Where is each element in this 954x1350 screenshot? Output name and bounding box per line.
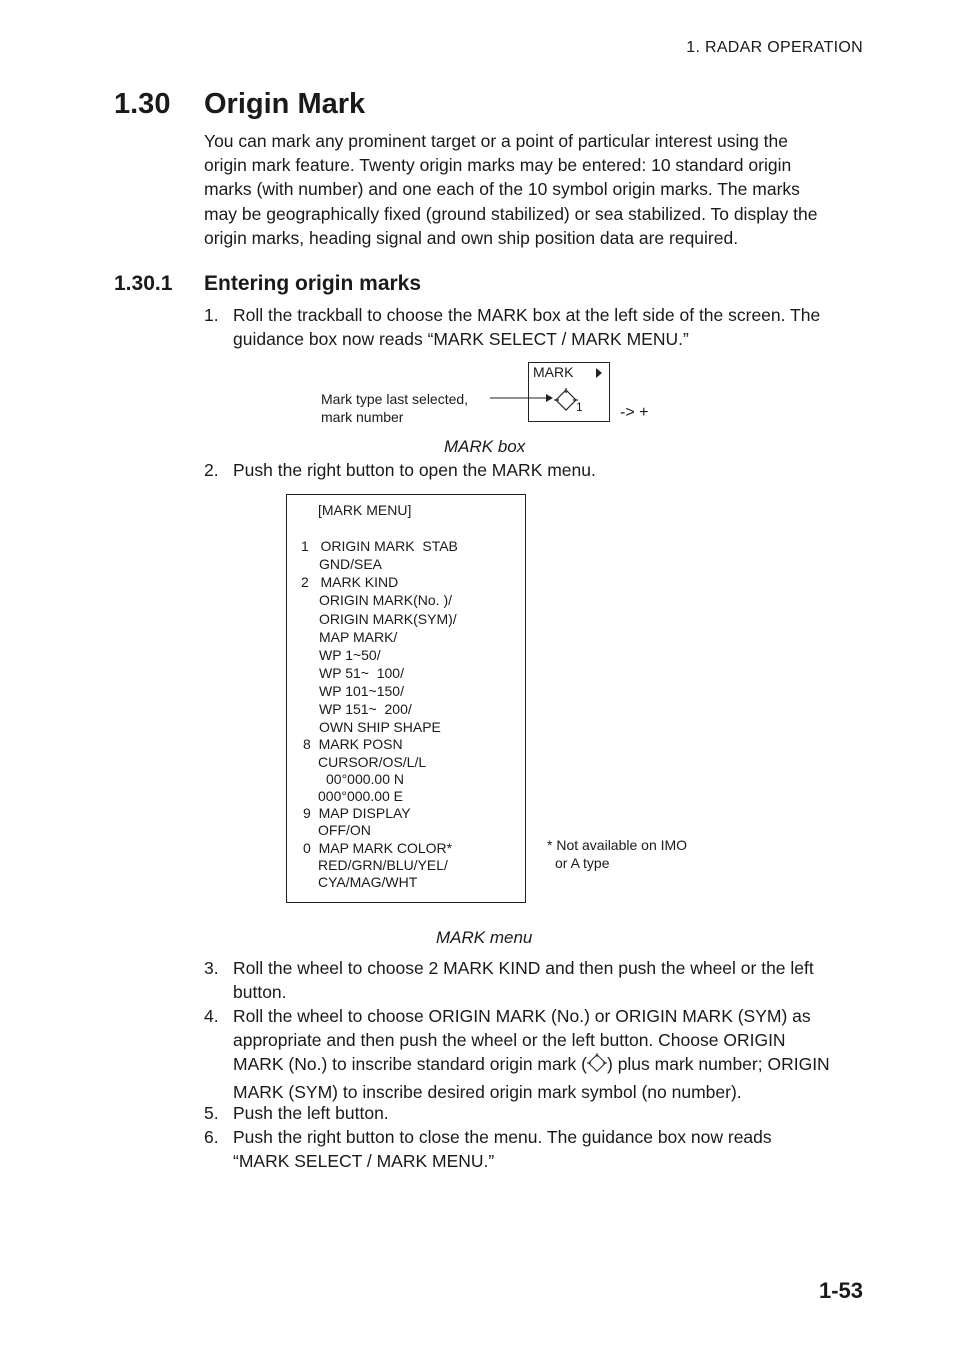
step-line: Roll the wheel to choose 2 MARK KIND and then push the wheel or the left — [233, 958, 814, 978]
callout-line: mark number — [321, 409, 404, 425]
menu-line: ORIGIN MARK(SYM)/ — [319, 611, 457, 627]
menu-line: RED/GRN/BLU/YEL/ — [318, 857, 448, 873]
menu-line: MAP MARK/ — [319, 629, 398, 645]
step-line: guidance box now reads “MARK SELECT / MARK MENU.” — [233, 329, 689, 350]
section-number: 1.30 — [114, 88, 171, 120]
step-line: button. — [233, 982, 287, 1003]
page-number: 1-53 — [818, 1278, 863, 1303]
intro-line: You can mark any prominent target or a point of particular interest using the — [204, 131, 788, 151]
mark-box-label: MARK — [533, 364, 574, 380]
step-3 — [204, 956, 872, 1004]
step-2 — [204, 458, 872, 482]
step-number: 4. — [204, 1006, 219, 1026]
callout-line: Mark type last selected, — [321, 391, 469, 407]
step-line: Push the right button to close the menu. The guidance box now reads — [233, 1127, 772, 1147]
menu-line: WP 51~ 100/ — [319, 665, 404, 681]
subsection-title: Entering origin marks — [204, 272, 422, 295]
diamond-mark-icon — [554, 388, 578, 417]
footnote-line: or A type — [555, 855, 610, 871]
triangle-right-icon — [595, 366, 603, 384]
step-number: 2. — [204, 460, 219, 480]
mark-menu-box — [286, 494, 526, 903]
callout-label — [321, 390, 468, 426]
mark-box — [528, 362, 610, 422]
section-title: Origin Mark — [204, 88, 366, 120]
menu-line: 1 ORIGIN MARK STAB — [301, 538, 458, 554]
step-line: Roll the wheel to choose ORIGIN MARK (No.) or ORIGIN MARK (SYM) as — [233, 1006, 811, 1026]
menu-line: CYA/MAG/WHT — [318, 874, 418, 890]
intro-line: marks (with number) and one each of the 10 symbol origin marks. The marks — [204, 179, 800, 200]
step-text: ) plus mark number; ORIGIN — [607, 1054, 830, 1075]
step-line — [233, 1052, 872, 1079]
running-header: 1. RADAR OPERATION — [686, 39, 863, 56]
step-number: 3. — [204, 958, 219, 978]
step-number: 5. — [204, 1103, 219, 1123]
step-number: 1. — [204, 305, 219, 325]
step-line: Push the left button. — [233, 1103, 389, 1123]
step-1 — [204, 303, 872, 351]
callout-arrow — [490, 393, 554, 403]
menu-line: OWN SHIP SHAPE — [319, 719, 441, 735]
menu-line: 9 MAP DISPLAY — [303, 805, 411, 821]
menu-line: ORIGIN MARK(No. )/ — [319, 592, 453, 608]
step-6 — [204, 1125, 872, 1173]
step-line: appropriate and then push the wheel or the left button. Choose ORIGIN — [233, 1030, 786, 1051]
intro-paragraph — [204, 129, 864, 250]
menu-line: [MARK MENU] — [318, 502, 412, 518]
menu-line: OFF/ON — [318, 822, 371, 838]
arrow-text: -> + — [620, 404, 649, 421]
step-line: Push the right button to open the MARK menu. — [233, 460, 596, 480]
step-5 — [204, 1101, 872, 1125]
origin-mark-icon — [587, 1053, 607, 1079]
menu-line: WP 151~ 200/ — [319, 701, 412, 717]
menu-line: 8 MARK POSN — [303, 736, 403, 752]
intro-line: may be geographically fixed (ground stabilized) or sea stabilized. To display the — [204, 203, 818, 224]
menu-line: CURSOR/OS/L/L — [318, 754, 427, 770]
mark-number: 1 — [576, 400, 583, 414]
step-line: MARK (SYM) to inscribe desired origin mark symbol (no number). — [233, 1081, 742, 1102]
step-number: 6. — [204, 1127, 219, 1147]
intro-line: origin marks, heading signal and own ship position data are required. — [204, 227, 739, 248]
intro-line: origin mark feature. Twenty origin marks may be entered: 10 standard origin — [204, 155, 792, 176]
menu-line: 00°000.00 N — [326, 771, 404, 787]
step-line: “MARK SELECT / MARK MENU.” — [233, 1151, 495, 1172]
menu-line: WP 101~150/ — [319, 683, 404, 699]
step-text: MARK (No.) to inscribe standard origin mark ( — [233, 1054, 587, 1075]
step-4 — [204, 1004, 872, 1104]
menu-line: WP 1~50/ — [319, 647, 381, 663]
menu-line: 000°000.00 E — [318, 788, 404, 804]
mark-menu-caption: MARK menu — [436, 928, 533, 947]
menu-line: 0 MAP MARK COLOR* — [303, 840, 453, 856]
menu-line: 2 MARK KIND — [301, 574, 399, 590]
mark-box-caption: MARK box — [444, 437, 526, 456]
subsection-number: 1.30.1 — [114, 272, 173, 295]
footnote-line: * Not available on IMO — [547, 837, 688, 853]
menu-line: GND/SEA — [319, 556, 383, 572]
step-line: Roll the trackball to choose the MARK box at the left side of the screen. The — [233, 305, 821, 325]
menu-footnote — [547, 836, 687, 872]
